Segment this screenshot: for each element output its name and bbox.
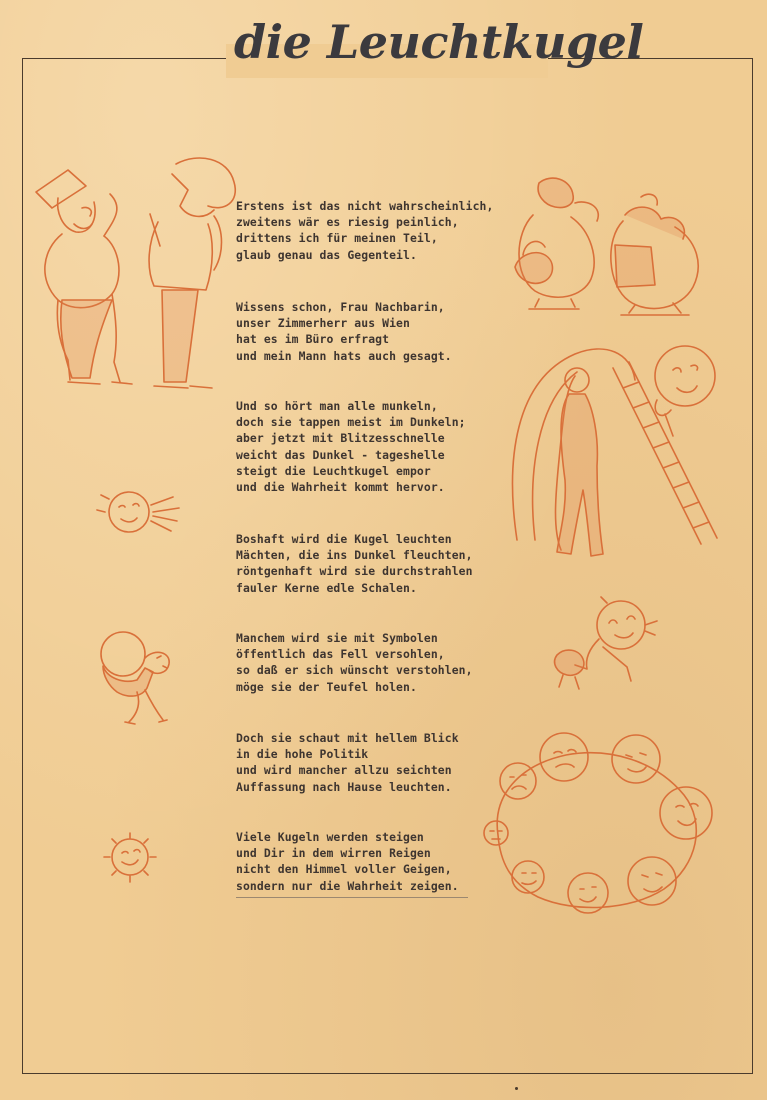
poem-line: nicht den Himmel voller Geigen, <box>236 862 452 877</box>
gossiping-men-illustration <box>28 150 243 395</box>
poem-line: röntgenhaft wird sie durchstrahlen <box>236 564 473 579</box>
poem-line: Manchem wird sie mit Symbolen <box>236 631 438 645</box>
poem-line: und wird mancher allzu seichten <box>236 763 452 778</box>
stanza-3 <box>236 398 496 495</box>
poem-end-rule <box>236 897 468 898</box>
poem-line: und die Wahrheit kommt hervor. <box>236 480 445 495</box>
poem-line: aber jetzt mit Blitzesschnelle <box>236 431 445 446</box>
poem-line: möge sie der Teufel holen. <box>236 679 417 694</box>
stanza-2 <box>236 299 496 364</box>
poem-line: unser Zimmerherr aus Wien <box>236 316 410 331</box>
small-sun-icon <box>95 485 185 540</box>
poem-line: Viele Kugeln werden steigen <box>236 830 424 844</box>
sitting-ball-figure-illustration <box>545 595 665 695</box>
poem-line: und Dir in dem wirren Reigen <box>236 846 431 861</box>
poem-line: und mein Mann hats auch gesagt. <box>236 348 452 363</box>
poem-line: hat es im Büro erfragt <box>236 332 390 347</box>
poem-line: Doch sie schaut mit hellem Blick <box>236 731 459 745</box>
poem-line: steigt die Leuchtkugel empor <box>236 463 431 478</box>
stanza-5 <box>236 630 496 695</box>
stanza-4 <box>236 531 496 596</box>
poem-line: in die hohe Politik <box>236 747 369 762</box>
poem-line: Auffassung nach Hause leuchten. <box>236 779 452 794</box>
poem-line: weicht das Dunkel - tageshelle <box>236 447 445 462</box>
poem-line: Mächten, die ins Dunkel fleuchten, <box>236 548 473 563</box>
poem-line: öffentlich das Fell versohlen, <box>236 647 445 662</box>
page-title: die Leuchtkugel <box>234 15 644 69</box>
imp-carrying-ball-illustration <box>97 628 182 728</box>
stanza-7 <box>236 829 496 894</box>
light-ball-arch-illustration <box>505 340 730 570</box>
poem-line: glaub genau das Gegenteil. <box>236 247 417 262</box>
poem-line: Erstens ist das nicht wahrscheinlich, <box>236 199 494 213</box>
poem-line: doch sie tappen meist im Dunkeln; <box>236 415 466 430</box>
poem-line: sondern nur die Wahrheit zeigen. <box>236 878 459 893</box>
poem-line: Wissens schon, Frau Nachbarin, <box>236 300 445 314</box>
poem-line: Und so hört man alle munkeln, <box>236 399 438 413</box>
poem-line: fauler Kerne edle Schalen. <box>236 580 417 595</box>
poem-line: so daß er sich wünscht verstohlen, <box>236 663 473 678</box>
print-dot <box>515 1087 518 1090</box>
small-smiling-sun-icon <box>100 830 160 885</box>
ring-of-faces-illustration <box>480 725 720 920</box>
stanza-6 <box>236 730 496 795</box>
gossiping-women-illustration <box>505 175 715 325</box>
stanza-1 <box>236 198 496 263</box>
poem-line: zweitens wär es riesig peinlich, <box>236 215 459 230</box>
poem-line: drittens ich für meinen Teil, <box>236 231 438 246</box>
poem-line: Boshaft wird die Kugel leuchten <box>236 532 452 546</box>
